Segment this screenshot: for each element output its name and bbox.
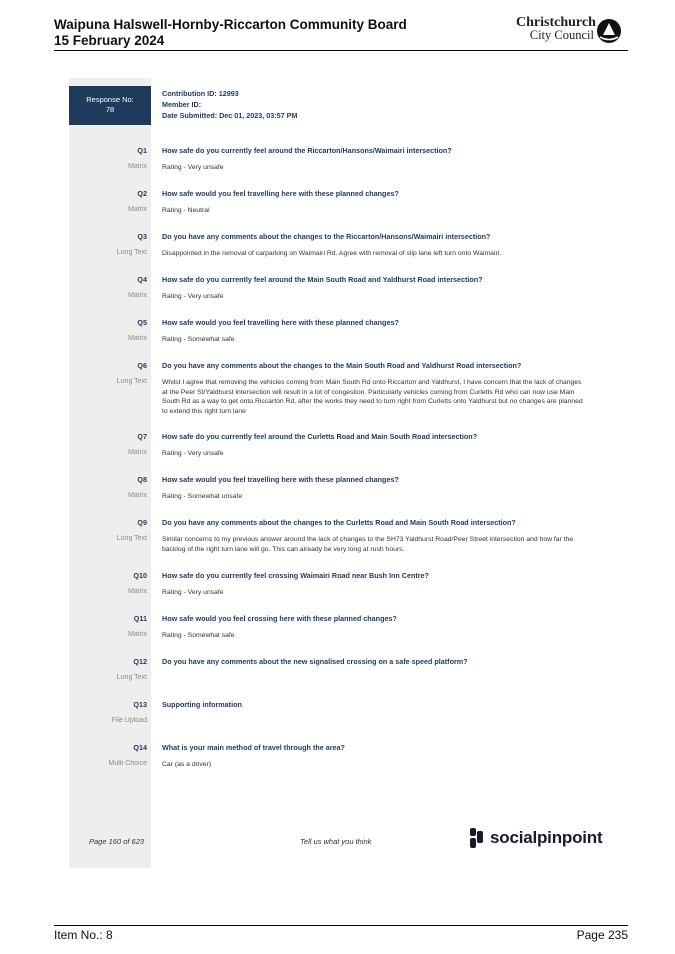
answer-text: Rating - Neutral [162, 207, 210, 214]
logo-line-1: Christchurch [516, 15, 596, 30]
question-text: How safe do you currently feel around the Riccarton/Hansons/Waimairi intersection? [162, 146, 452, 155]
contribution-id: 12993 [218, 89, 239, 98]
logo-line-2: City Council [529, 28, 594, 42]
question-number: Q1 [137, 146, 147, 155]
question-type: Matrix [127, 292, 147, 299]
response-label: Response No: [86, 95, 134, 104]
question-number: Q5 [137, 318, 147, 327]
question-text: How safe would you feel travelling here with these planned changes? [162, 475, 399, 484]
question-number: Q11 [133, 614, 147, 623]
answer-text: Rating - Very unsafe [162, 164, 224, 171]
answer-text: Rating - Very unsafe [162, 589, 224, 596]
question-number: Q14 [133, 743, 147, 752]
question-type: Matrix [127, 163, 147, 170]
tagline: Tell us what you think [300, 837, 372, 846]
item-number: Item No.: 8 [54, 928, 113, 942]
answer-text: Whilst I agree that removing the vehicles coming from Main South Rd onto Riccarton and Yaldhurst, I have concern that the lack of changes at the Peer St/Yaldhurst intersection will result in a lot of congestion. Particularly vehicles coming from Curletts Rd who can now use Main South Rd as a way to get onto Riccarton Rd, after the works they need to turn right from Curletts onto Yaldhurst but no changes are planned to extend this right turn lane [162, 379, 583, 415]
response-number: 78 [105, 105, 115, 114]
question-type: Matrix [127, 449, 147, 456]
header-line-2: 15 February 2024 [54, 33, 165, 48]
question-text: How safe would you feel crossing here with these planned changes? [162, 614, 397, 623]
question-text: Do you have any comments about the changes to the Riccarton/Hansons/Waimairi intersection? [162, 232, 491, 241]
question-type: Long Text [116, 535, 147, 542]
question-text: How safe do you currently feel around the Main South Road and Yaldhurst Road intersection? [162, 275, 483, 284]
question-text: Do you have any comments about the changes to the Main South Road and Yaldhurst Road intersection? [162, 361, 522, 370]
footer-divider [54, 925, 628, 926]
question-type: File Upload [111, 717, 147, 724]
response-meta [162, 88, 297, 121]
answer-text: Rating - Somewhat safe [162, 632, 235, 639]
answer-text: Car (as a driver) [162, 761, 212, 768]
question-text: What is your main method of travel through the area? [162, 743, 345, 752]
question-type: Long Text [116, 249, 147, 256]
question-number: Q12 [133, 657, 147, 666]
inner-page-number: Page 160 of 623 [89, 837, 145, 846]
council-logo [516, 16, 628, 48]
contribution-label: Contribution ID: [162, 89, 217, 98]
question-number: Q8 [137, 475, 147, 484]
answer-text: Rating - Somewhat unsafe [162, 493, 243, 500]
question-number: Q6 [137, 361, 147, 370]
question-type: Matrix [127, 631, 147, 638]
council-emblem-icon [596, 18, 622, 44]
header-divider [54, 50, 628, 51]
socialpinpoint-logo [468, 826, 608, 852]
question-number: Q2 [137, 189, 147, 198]
question-text: How safe do you currently feel crossing Waimairi Road near Bush Inn Centre? [162, 571, 429, 580]
question-text: How safe would you feel travelling here with these planned changes? [162, 318, 399, 327]
question-number: Q13 [133, 700, 147, 709]
question-number: Q7 [137, 432, 147, 441]
header-line-1: Waipuna Halswell-Hornby-Riccarton Community Board [54, 17, 407, 32]
answer-text: Similar concerns to my previous answer around the lack of changes to the SH73 Yaldhurst Road/Peer Street intersection and how far the backlog of the right turn lane will go. This can already be very long at rush hours. [162, 536, 574, 553]
question-number: Q9 [137, 518, 147, 527]
date-submitted: Dec 01, 2023, 03:57 PM [219, 111, 298, 120]
question-number: Q4 [137, 275, 147, 284]
answer-text: Rating - Somewhat safe [162, 336, 235, 343]
question-type: Long Text [116, 378, 147, 385]
question-type: Matrix [127, 588, 147, 595]
page-header-title [54, 17, 407, 49]
answer-text: Disappointed in the removal of carparking on Waimairi Rd. Agree with removal of slip lane left turn onto Waimairi. [162, 250, 502, 257]
question-text: Do you have any comments about the changes to the Curletts Road and Main South Road intersection? [162, 518, 516, 527]
member-label: Member ID: [162, 100, 202, 109]
question-text: Do you have any comments about the new signalised crossing on a safe speed platform? [162, 657, 468, 666]
answer-text: Rating - Very unsafe [162, 450, 224, 457]
response-number-box [69, 86, 151, 125]
pinpoint-icon [468, 826, 486, 850]
brand-name: socialpinpoint [490, 828, 603, 847]
question-type: Matrix [127, 492, 147, 499]
question-type: Matrix [127, 206, 147, 213]
question-number: Q10 [133, 571, 147, 580]
page-number: Page 235 [576, 928, 628, 942]
question-type: Long Text [116, 674, 147, 681]
question-number: Q3 [137, 232, 147, 241]
question-type: Multi Choice [108, 760, 147, 767]
question-text: How safe do you currently feel around the Curletts Road and Main South Road intersection? [162, 432, 478, 441]
date-label: Date Submitted: [162, 111, 218, 120]
question-type: Matrix [127, 335, 147, 342]
answer-text: Rating - Very unsafe [162, 293, 224, 300]
question-text: Supporting information [162, 700, 242, 709]
question-text: How safe would you feel travelling here with these planned changes? [162, 189, 399, 198]
